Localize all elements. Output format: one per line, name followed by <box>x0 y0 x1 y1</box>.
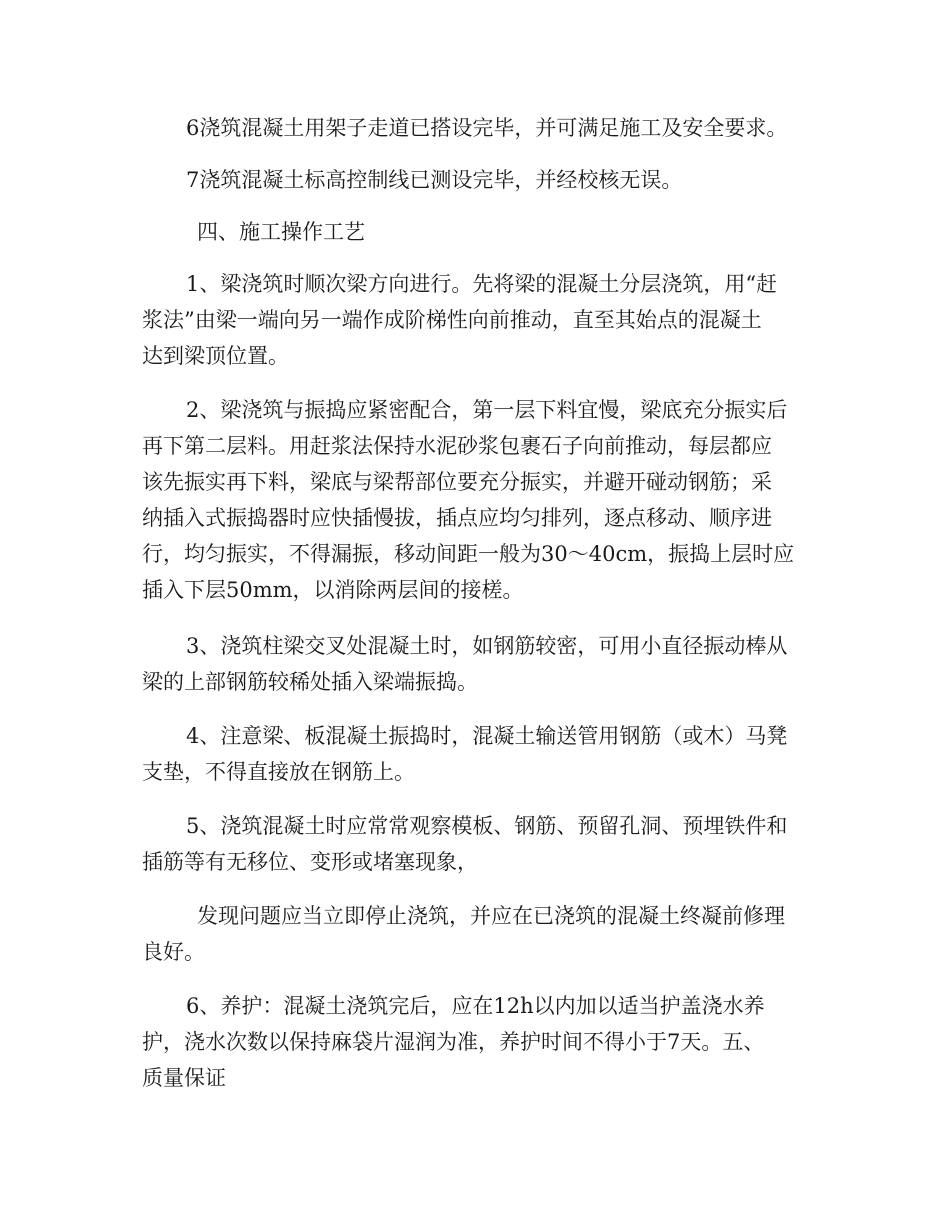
text-line: 5、浇筑混凝土时应常常观察模板、钢筋、预留孔洞、预埋铁件和 <box>186 814 788 838</box>
text-line: 质量保证 <box>142 1066 226 1090</box>
text-line: 支垫，不得直接放在钢筋上。 <box>142 760 415 784</box>
text-line: 达到梁顶位置。 <box>142 344 289 368</box>
paragraph-scaffold-walkway <box>142 110 808 146</box>
text-line: 4、注意梁、板混凝土振捣时，混凝土输送管用钢筋（或木）马凳 <box>186 724 788 748</box>
paragraph-problem-handling <box>142 898 808 970</box>
paragraph-item-2 <box>142 392 808 608</box>
paragraph-item-5 <box>142 808 808 880</box>
paragraph-item-3 <box>142 628 808 700</box>
text-line: 发现问题应当立即停止浇筑，并应在已浇筑的混凝土终凝前修理 <box>197 904 785 928</box>
text-line: 插筋等有无移位、变形或堵塞现象， <box>142 850 478 874</box>
text-line: 护，浇水次数以保持麻袋片湿润为准，养护时间不得小于7天。五、 <box>142 1030 765 1054</box>
text-line: 插入下层50mm，以消除两层间的接槎。 <box>142 578 524 602</box>
text-line: 6、养护：混凝土浇筑完后，应在12h以内加以适当护盖浇水养 <box>186 994 765 1018</box>
text-line: 7浇筑混凝土标高控制线已测设完毕，并经校核无误。 <box>186 168 683 192</box>
text-line: 再下第二层料。用赶浆法保持水泥砂浆包裹石子向前推动，每层都应 <box>142 434 772 458</box>
paragraph-item-1 <box>142 266 808 374</box>
text-line: 梁的上部钢筋较稀处插入梁端振捣。 <box>142 670 478 694</box>
text-line: 该先振实再下料，梁底与梁帮部位要充分振实，并避开碰动钢筋；采 <box>142 470 772 494</box>
text-line: 良好。 <box>142 940 205 964</box>
paragraph-item-4 <box>142 718 808 790</box>
text-line: 纳插入式振捣器时应快插慢拔，插点应均匀排列，逐点移动、顺序进 <box>142 506 772 530</box>
section-heading-construction-process <box>142 214 808 250</box>
text-line: 1、梁浇筑时顺次梁方向进行。先将梁的混凝土分层浇筑，用“赶 <box>186 272 778 296</box>
text-line: 6浇筑混凝土用架子走道已搭设完毕，并可满足施工及安全要求。 <box>186 116 788 140</box>
text-line: 浆法”由梁一端向另一端作成阶梯性向前推动，直至其始点的混凝土 <box>142 308 762 332</box>
text-line: 3、浇筑柱梁交叉处混凝土时，如钢筋较密，可用小直径振动棒从 <box>186 634 788 658</box>
section-heading: 四、施工操作工艺 <box>197 220 365 244</box>
text-line: 2、梁浇筑与振捣应紧密配合，第一层下料宜慢，梁底充分振实后 <box>186 398 788 422</box>
paragraph-item-6-curing <box>142 988 808 1096</box>
text-line: 行，均匀振实，不得漏振，移动间距一般为30～40cm，振捣上层时应 <box>142 542 795 566</box>
paragraph-elevation-control <box>142 162 808 198</box>
